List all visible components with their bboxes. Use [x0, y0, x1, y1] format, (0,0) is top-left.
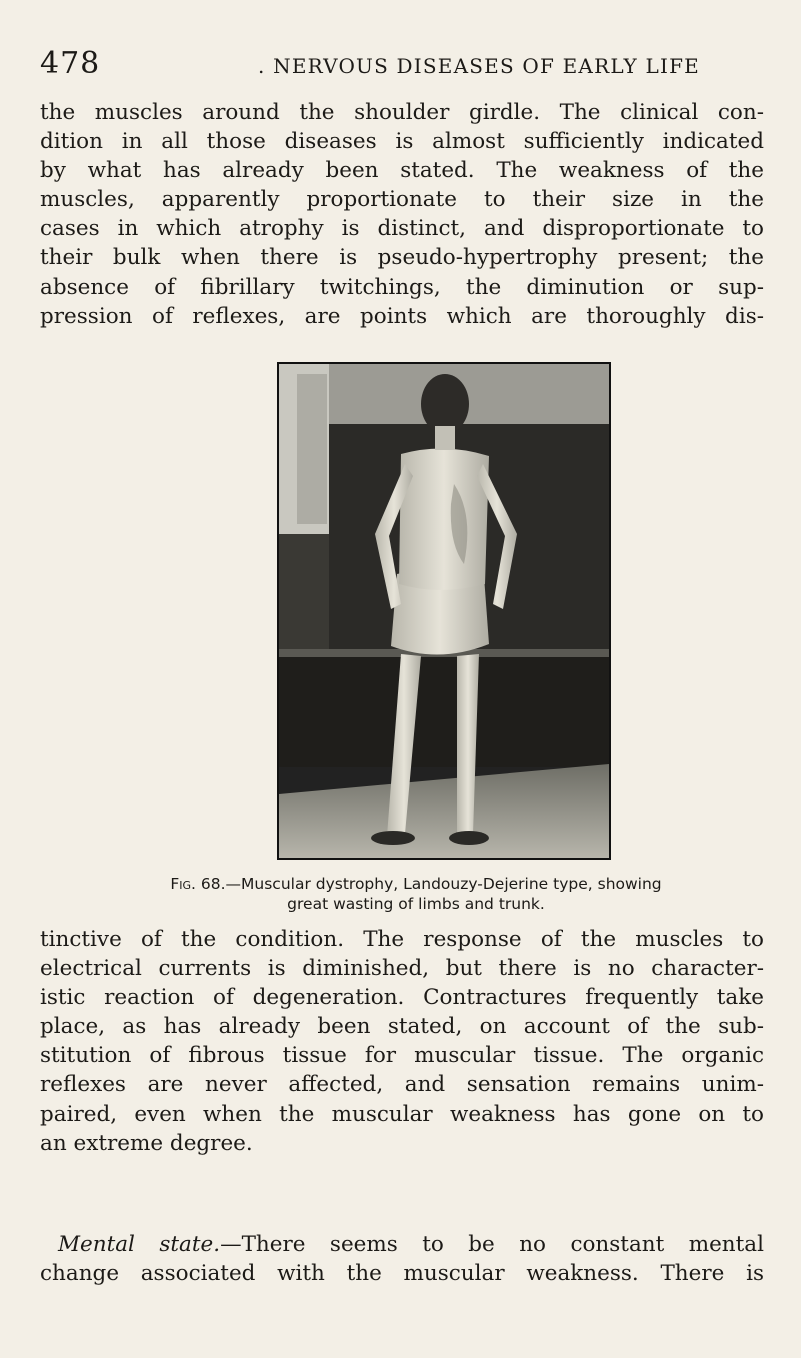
text-line: pression of reflexes, are points which are thoroughly dis-	[40, 303, 764, 329]
page-header	[40, 46, 760, 86]
text-line: stitution of fibrous tissue for muscular tissue. The organic	[40, 1043, 764, 1069]
text-line: change associated with the muscular weakness. There is	[40, 1261, 764, 1287]
text-line: their bulk when there is pseudo-hypertrophy present; the	[40, 245, 764, 271]
page-number: 478	[40, 46, 101, 81]
paragraph-3	[40, 1230, 764, 1288]
section-heading: Mental state.	[58, 1232, 221, 1257]
running-head: . NERVOUS DISEASES OF EARLY LIFE	[258, 54, 700, 78]
text-line: electrical currents is diminished, but there is no character-	[40, 956, 764, 982]
caption-text-1: —Muscular dystrophy, Landouzy-Dejerine type, showing	[225, 875, 662, 893]
text-line: paired, even when the muscular weakness has gone on to	[40, 1101, 764, 1127]
text-line: reflexes are never affected, and sensation remains unim-	[40, 1072, 764, 1098]
text-line	[40, 1230, 764, 1259]
text-line: an extreme degree.	[40, 1130, 253, 1156]
text-line: dition in all those diseases is almost sufficiently indicated	[40, 129, 764, 155]
text-line: cases in which atrophy is distinct, and disproportionate to	[40, 216, 764, 242]
text-line: muscles, apparently proportionate to their size in the	[40, 187, 764, 213]
figure-label: Fig. 68.	[170, 875, 226, 893]
text-line: istic reaction of degeneration. Contractures frequently take	[40, 985, 764, 1011]
text-line: absence of fibrillary twitchings, the diminution or sup-	[40, 274, 764, 300]
figure-photograph	[277, 362, 611, 860]
caption-text-2: great wasting of limbs and trunk.	[287, 895, 545, 913]
figure-caption	[96, 874, 736, 914]
patient-photo-illustration	[279, 364, 609, 858]
text-line: tinctive of the condition. The response of the muscles to	[40, 927, 764, 952]
text-line: place, as has already been stated, on account of the sub-	[40, 1014, 764, 1040]
paragraph-1	[40, 98, 764, 331]
text-line: the muscles around the shoulder girdle. The clinical con-	[40, 100, 764, 125]
text-line-rest: —There seems to be no constant mental	[220, 1232, 764, 1257]
paragraph-2	[40, 925, 764, 1158]
text-line: by what has already been stated. The weakness of the	[40, 158, 764, 184]
